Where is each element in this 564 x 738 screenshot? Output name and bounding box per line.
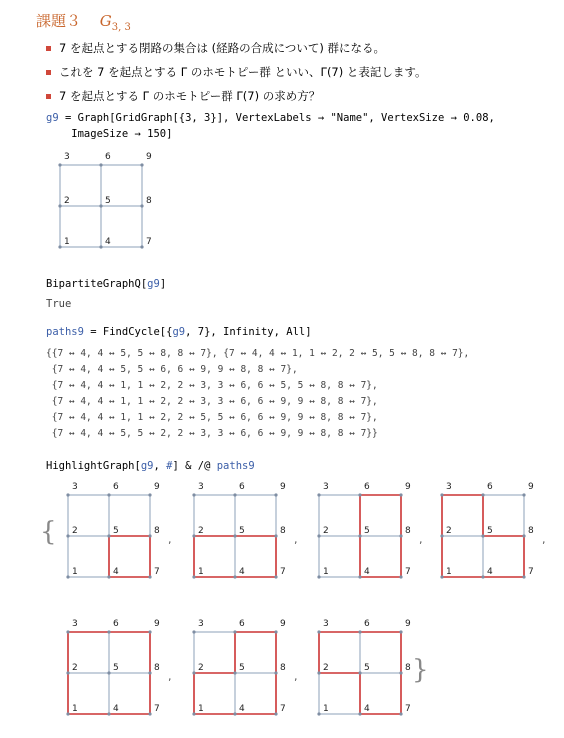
graph-vertex <box>233 712 236 715</box>
graph-vertex <box>233 575 236 578</box>
graph-vertex <box>358 712 361 715</box>
graph-vertex <box>66 493 69 496</box>
vertex-label: 1 <box>323 704 329 714</box>
input-cell-bipartite[interactable]: BipartiteGraphQ[g9] <box>46 278 167 290</box>
list-open-brace: { <box>40 517 57 547</box>
graph-vertex <box>274 575 277 578</box>
vertex-label: 4 <box>364 704 370 714</box>
graph-vertex <box>66 575 69 578</box>
cycle-output-line: {{7 ↔ 4, 4 ↔ 5, 5 ↔ 8, 8 ↔ 7}, {7 ↔ 4, 4 ↔ 1, 1 ↔ 2, 2 ↔ 5, 5 ↔ 8, 8 ↔ 7}, <box>46 348 470 359</box>
bullet-marker-icon <box>46 46 51 51</box>
vertex-label: 2 <box>323 663 329 673</box>
bullet-item: これを 7 を起点とする Γ のホモトピー群 といい、Γ(7) と表記します。 <box>46 64 426 80</box>
vertex-label: 9 <box>154 619 160 629</box>
graph-vertex <box>148 534 151 537</box>
vertex-label: 4 <box>113 704 119 714</box>
vertex-label: 3 <box>72 619 78 629</box>
graph-vertex <box>58 245 61 248</box>
graph-vertex <box>233 671 236 674</box>
vertex-label: 7 <box>146 237 152 247</box>
list-comma: , <box>294 533 298 546</box>
vertex-label: 8 <box>280 663 286 673</box>
graph-vertex <box>274 493 277 496</box>
vertex-label: 9 <box>405 482 411 492</box>
graph-vertex <box>399 493 402 496</box>
graph-vertex <box>317 534 320 537</box>
graph-vertex <box>233 493 236 496</box>
graph-vertex <box>192 575 195 578</box>
graph-vertex <box>140 245 143 248</box>
vertex-label: 3 <box>64 152 70 162</box>
graph-vertex <box>107 630 110 633</box>
vertex-label: 5 <box>364 663 370 673</box>
graph-vertex <box>107 712 110 715</box>
graph-vertex <box>192 712 195 715</box>
vertex-label: 3 <box>198 482 204 492</box>
graph-vertex <box>440 493 443 496</box>
cycle-output-line: {7 ↔ 4, 4 ↔ 5, 5 ↔ 6, 6 ↔ 9, 9 ↔ 8, 8 ↔ 7}, <box>46 364 298 375</box>
graph-vertex <box>107 534 110 537</box>
graph-vertex <box>148 712 151 715</box>
vertex-label: 1 <box>72 704 78 714</box>
bullet-marker-icon <box>46 70 51 75</box>
vertex-label: 8 <box>405 526 411 536</box>
vertex-label: 4 <box>239 567 245 577</box>
graph-vertex <box>66 671 69 674</box>
input-cell-graph[interactable]: g9 = Graph[GridGraph[{3, 3}], VertexLabels → "Name", VertexSize → 0.08, <box>46 112 495 124</box>
graph-vertex <box>399 671 402 674</box>
vertex-label: 8 <box>280 526 286 536</box>
graph-vertex <box>58 204 61 207</box>
vertex-label: 6 <box>113 619 119 629</box>
graph-vertex <box>233 630 236 633</box>
vertex-label: 4 <box>487 567 493 577</box>
vertex-label: 1 <box>198 704 204 714</box>
graph-vertex <box>140 163 143 166</box>
vertex-label: 5 <box>364 526 370 536</box>
graph-vertex <box>317 493 320 496</box>
graph-vertex <box>148 671 151 674</box>
vertex-label: 7 <box>280 704 286 714</box>
vertex-label: 1 <box>446 567 452 577</box>
vertex-label: 7 <box>154 704 160 714</box>
graph-vertex <box>66 534 69 537</box>
graph-vertex <box>317 575 320 578</box>
bullet-item: 7 を起点とする Γ のホモトピー群 Γ(7) の求め方？ <box>46 88 320 104</box>
vertex-label: 2 <box>446 526 452 536</box>
vertex-label: 7 <box>280 567 286 577</box>
list-comma: , <box>168 670 172 683</box>
graph-vertex <box>317 712 320 715</box>
highlight-graph-1 <box>60 480 170 585</box>
vertex-label: 1 <box>64 237 70 247</box>
vertex-label: 9 <box>154 482 160 492</box>
graph-vertex <box>317 630 320 633</box>
heading-label: 課題３ <box>36 12 82 30</box>
input-cell-highlight[interactable]: HighlightGraph[g9, #] & /@ paths9 <box>46 460 255 472</box>
vertex-label: 4 <box>364 567 370 577</box>
vertex-label: 6 <box>364 482 370 492</box>
graph-vertex <box>481 575 484 578</box>
graph-vertex <box>66 712 69 715</box>
graph-vertex <box>107 493 110 496</box>
vertex-label: 8 <box>154 663 160 673</box>
vertex-label: 3 <box>198 619 204 629</box>
graph-vertex <box>233 534 236 537</box>
vertex-label: 6 <box>239 482 245 492</box>
graph-vertex <box>358 630 361 633</box>
graph-vertex <box>274 671 277 674</box>
cycle-output-line: {7 ↔ 4, 4 ↔ 5, 5 ↔ 2, 2 ↔ 3, 3 ↔ 6, 6 ↔ 9, 9 ↔ 8, 8 ↔ 7}} <box>46 428 378 439</box>
vertex-label: 7 <box>405 567 411 577</box>
list-comma: , <box>419 533 423 546</box>
graph-vertex <box>192 630 195 633</box>
graph-vertex <box>192 493 195 496</box>
graph-vertex <box>107 671 110 674</box>
vertex-label: 9 <box>405 619 411 629</box>
highlight-graph-5 <box>60 617 170 722</box>
cycle-output-line: {7 ↔ 4, 4 ↔ 1, 1 ↔ 2, 2 ↔ 3, 3 ↔ 6, 6 ↔ 5, 5 ↔ 8, 8 ↔ 7}, <box>46 380 378 391</box>
vertex-label: 2 <box>72 663 78 673</box>
vertex-label: 9 <box>280 482 286 492</box>
graph-vertex <box>99 245 102 248</box>
highlight-graph-2 <box>186 480 296 585</box>
vertex-label: 6 <box>113 482 119 492</box>
vertex-label: 3 <box>323 482 329 492</box>
vertex-label: 6 <box>364 619 370 629</box>
vertex-label: 5 <box>113 663 119 673</box>
vertex-label: 8 <box>528 526 534 536</box>
highlight-graph-6 <box>186 617 296 722</box>
graph-vertex <box>399 712 402 715</box>
list-comma: , <box>294 670 298 683</box>
graph-vertex <box>274 630 277 633</box>
vertex-label: 5 <box>105 196 111 206</box>
graph-vertex <box>481 534 484 537</box>
graph-vertex <box>148 630 151 633</box>
vertex-label: 5 <box>239 663 245 673</box>
graph-vertex <box>399 534 402 537</box>
vertex-label: 7 <box>528 567 534 577</box>
graph-vertex <box>358 671 361 674</box>
vertex-label: 6 <box>239 619 245 629</box>
graph-vertex <box>522 575 525 578</box>
bullet-item: 7 を起点とする閉路の集合は (経路の合成について) 群になる。 <box>46 40 385 56</box>
output-bipartite: True <box>46 298 72 310</box>
vertex-label: 8 <box>146 196 152 206</box>
graph-vertex <box>358 493 361 496</box>
graph-vertex <box>440 575 443 578</box>
vertex-label: 1 <box>72 567 78 577</box>
graph-vertex <box>274 534 277 537</box>
vertex-label: 1 <box>198 567 204 577</box>
input-cell-graph-continuation[interactable]: ImageSize → 150] <box>46 128 173 140</box>
vertex-label: 7 <box>154 567 160 577</box>
graph-vertex <box>99 163 102 166</box>
list-close-brace: } <box>412 655 429 685</box>
vertex-label: 4 <box>239 704 245 714</box>
vertex-label: 7 <box>405 704 411 714</box>
graph-vertex <box>58 163 61 166</box>
vertex-label: 2 <box>64 196 70 206</box>
vertex-label: 1 <box>323 567 329 577</box>
vertex-label: 3 <box>446 482 452 492</box>
vertex-label: 5 <box>239 526 245 536</box>
vertex-label: 5 <box>487 526 493 536</box>
graph-vertex <box>399 630 402 633</box>
vertex-label: 4 <box>113 567 119 577</box>
graph-vertex <box>399 575 402 578</box>
graph-vertex <box>358 575 361 578</box>
graph-vertex <box>192 534 195 537</box>
output-graph-g9 <box>50 150 160 250</box>
bullet-marker-icon <box>46 94 51 99</box>
vertex-label: 2 <box>198 663 204 673</box>
vertex-label: 3 <box>323 619 329 629</box>
cycle-output-line: {7 ↔ 4, 4 ↔ 1, 1 ↔ 2, 2 ↔ 5, 5 ↔ 6, 6 ↔ 9, 9 ↔ 8, 8 ↔ 7}, <box>46 412 378 423</box>
vertex-label: 2 <box>72 526 78 536</box>
graph-vertex <box>99 204 102 207</box>
vertex-label: 5 <box>113 526 119 536</box>
section-heading <box>36 10 131 33</box>
graph-vertex <box>140 204 143 207</box>
highlight-graph-7 <box>311 617 421 722</box>
vertex-label: 6 <box>487 482 493 492</box>
graph-vertex <box>481 493 484 496</box>
vertex-label: 9 <box>146 152 152 162</box>
vertex-label: 6 <box>105 152 111 162</box>
graph-vertex <box>148 575 151 578</box>
graph-vertex <box>66 630 69 633</box>
highlight-graph-4 <box>434 480 544 585</box>
vertex-label: 9 <box>528 482 534 492</box>
graph-vertex <box>192 671 195 674</box>
list-comma: , <box>542 533 546 546</box>
graph-vertex <box>107 575 110 578</box>
graph-vertex <box>274 712 277 715</box>
graph-vertex <box>358 534 361 537</box>
vertex-label: 4 <box>105 237 111 247</box>
list-comma: , <box>168 533 172 546</box>
vertex-label: 8 <box>154 526 160 536</box>
graph-vertex <box>440 534 443 537</box>
graph-vertex <box>522 493 525 496</box>
input-cell-findcycle[interactable]: paths9 = FindCycle[{g9, 7}, Infinity, All] <box>46 326 312 338</box>
vertex-label: 2 <box>323 526 329 536</box>
graph-vertex <box>148 493 151 496</box>
vertex-label: 8 <box>405 663 411 673</box>
graph-vertex <box>317 671 320 674</box>
heading-graph-symbol: $G_{3, 3}$ <box>99 12 131 33</box>
vertex-label: 3 <box>72 482 78 492</box>
vertex-label: 2 <box>198 526 204 536</box>
cycle-output-line: {7 ↔ 4, 4 ↔ 1, 1 ↔ 2, 2 ↔ 3, 3 ↔ 6, 6 ↔ 9, 9 ↔ 8, 8 ↔ 7}, <box>46 396 378 407</box>
vertex-label: 9 <box>280 619 286 629</box>
highlight-graph-3 <box>311 480 421 585</box>
graph-vertex <box>522 534 525 537</box>
